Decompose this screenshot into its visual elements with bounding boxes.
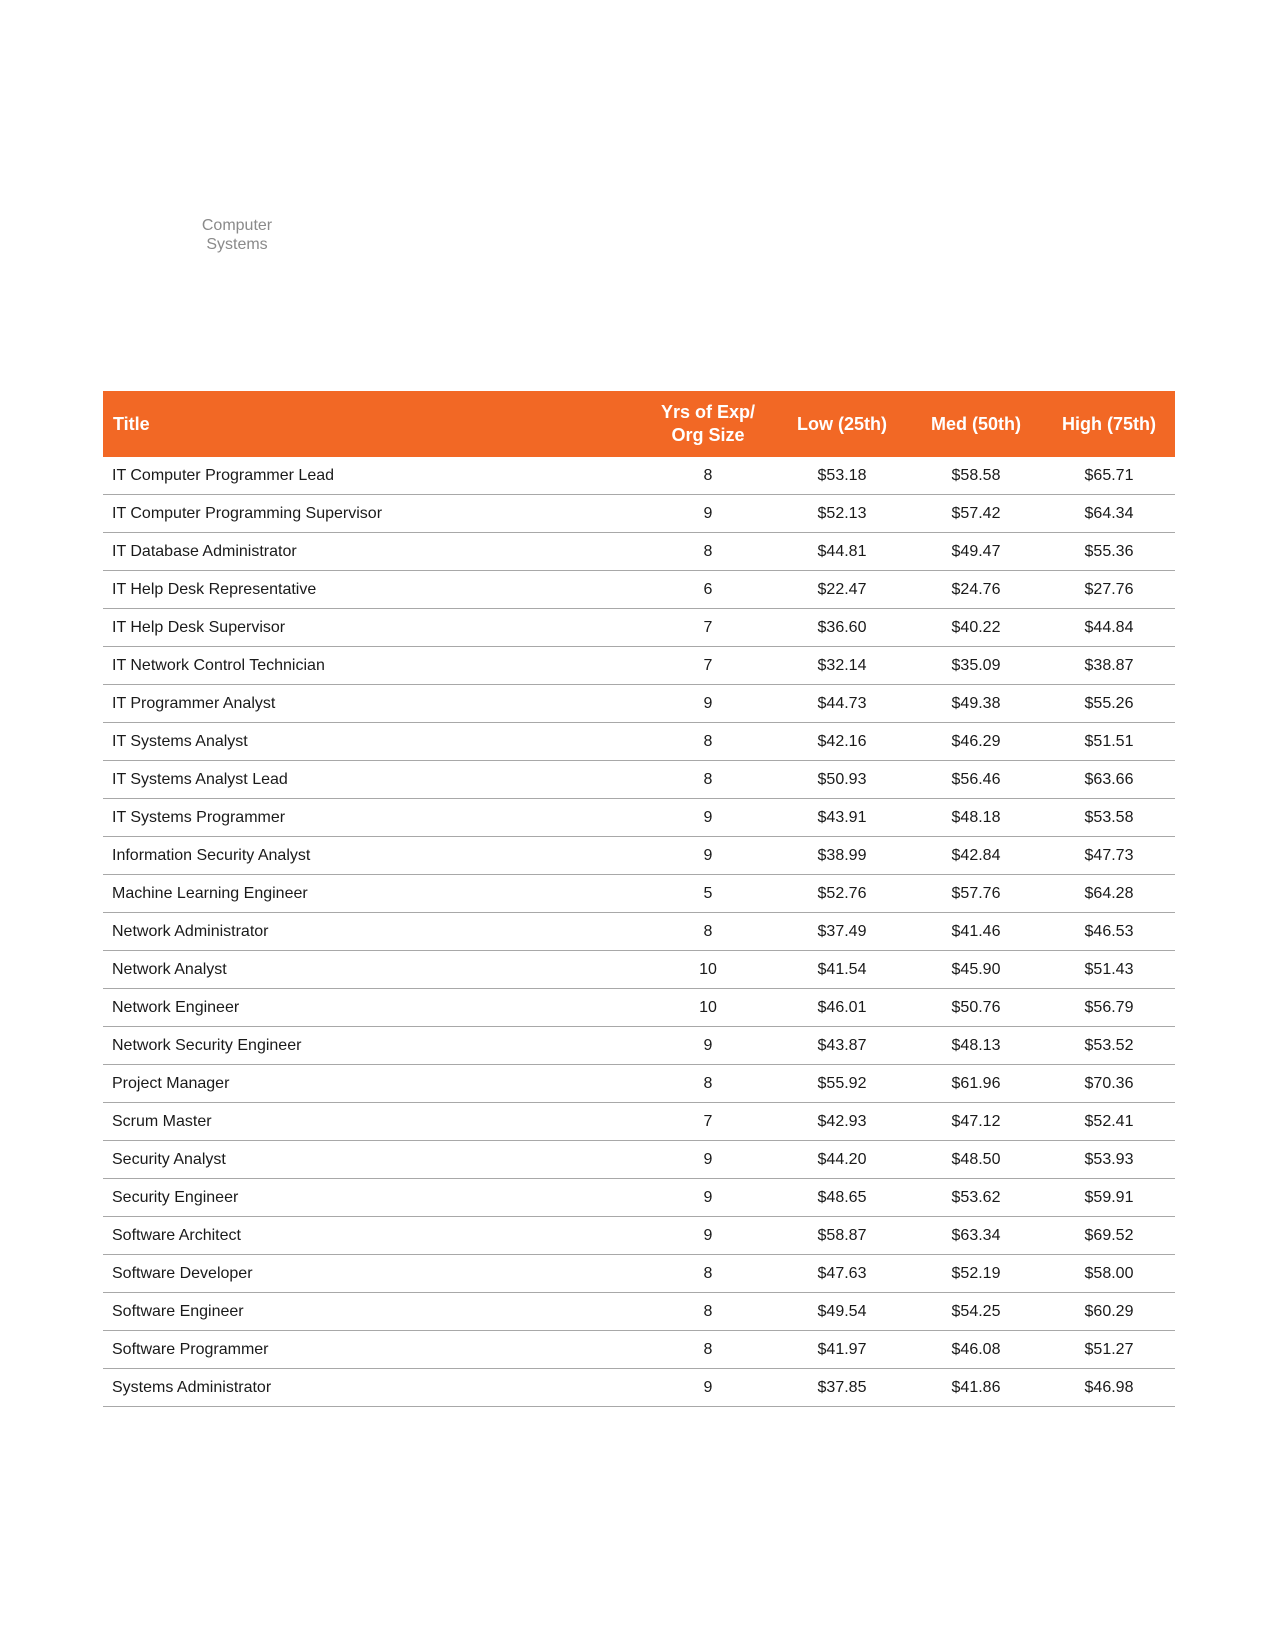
cell-title: Software Engineer xyxy=(103,1293,641,1331)
cell-title: Software Developer xyxy=(103,1255,641,1293)
cell-high: $55.26 xyxy=(1043,685,1175,723)
cell-high: $69.52 xyxy=(1043,1217,1175,1255)
cell-med: $24.76 xyxy=(909,571,1043,609)
table-row xyxy=(103,951,1175,989)
cell-med: $61.96 xyxy=(909,1065,1043,1103)
cell-med: $41.86 xyxy=(909,1369,1043,1407)
cell-med: $46.08 xyxy=(909,1331,1043,1369)
header-row xyxy=(103,391,1175,457)
cell-high: $56.79 xyxy=(1043,989,1175,1027)
cell-low: $46.01 xyxy=(775,989,909,1027)
table-row xyxy=(103,1255,1175,1293)
table-row xyxy=(103,457,1175,495)
table-row xyxy=(103,1065,1175,1103)
cell-experience: 8 xyxy=(641,1293,775,1331)
cell-low: $41.97 xyxy=(775,1331,909,1369)
table-row xyxy=(103,571,1175,609)
cell-low: $42.16 xyxy=(775,723,909,761)
cell-experience: 8 xyxy=(641,913,775,951)
cell-experience: 7 xyxy=(641,609,775,647)
header-experience-line2: Org Size xyxy=(671,425,745,445)
cell-med: $47.12 xyxy=(909,1103,1043,1141)
cell-med: $42.84 xyxy=(909,837,1043,875)
table-row xyxy=(103,761,1175,799)
table-body xyxy=(103,457,1175,1407)
header-title: Title xyxy=(103,391,641,457)
cell-title: Network Engineer xyxy=(103,989,641,1027)
cell-high: $53.93 xyxy=(1043,1141,1175,1179)
cell-high: $70.36 xyxy=(1043,1065,1175,1103)
cell-title: IT Network Control Technician xyxy=(103,647,641,685)
cell-high: $64.34 xyxy=(1043,495,1175,533)
cell-experience: 9 xyxy=(641,799,775,837)
cell-title: Systems Administrator xyxy=(103,1369,641,1407)
cell-title: IT Help Desk Representative xyxy=(103,571,641,609)
cell-experience: 8 xyxy=(641,1065,775,1103)
cell-title: Security Engineer xyxy=(103,1179,641,1217)
cell-low: $48.65 xyxy=(775,1179,909,1217)
cell-low: $36.60 xyxy=(775,609,909,647)
cell-med: $49.47 xyxy=(909,533,1043,571)
table-row xyxy=(103,875,1175,913)
cell-experience: 8 xyxy=(641,533,775,571)
cell-title: IT Systems Analyst Lead xyxy=(103,761,641,799)
cell-med: $41.46 xyxy=(909,913,1043,951)
table-row xyxy=(103,1369,1175,1407)
cell-high: $46.53 xyxy=(1043,913,1175,951)
cell-experience: 7 xyxy=(641,647,775,685)
cell-med: $45.90 xyxy=(909,951,1043,989)
cell-experience: 8 xyxy=(641,457,775,495)
cell-high: $63.66 xyxy=(1043,761,1175,799)
table-row xyxy=(103,1217,1175,1255)
cell-high: $59.91 xyxy=(1043,1179,1175,1217)
table-row xyxy=(103,1141,1175,1179)
cell-title: Machine Learning Engineer xyxy=(103,875,641,913)
cell-low: $55.92 xyxy=(775,1065,909,1103)
cell-title: Scrum Master xyxy=(103,1103,641,1141)
cell-high: $27.76 xyxy=(1043,571,1175,609)
cell-experience: 6 xyxy=(641,571,775,609)
table-row xyxy=(103,989,1175,1027)
cell-med: $63.34 xyxy=(909,1217,1043,1255)
cell-experience: 9 xyxy=(641,1369,775,1407)
section-label-line1: Computer xyxy=(201,217,273,234)
cell-low: $22.47 xyxy=(775,571,909,609)
cell-med: $48.50 xyxy=(909,1141,1043,1179)
cell-experience: 9 xyxy=(641,1027,775,1065)
salary-table xyxy=(103,391,1175,1407)
section-label-line2: Systems xyxy=(206,236,268,253)
cell-med: $57.42 xyxy=(909,495,1043,533)
header-experience-line1: Yrs of Exp/ xyxy=(660,402,756,422)
cell-low: $53.18 xyxy=(775,457,909,495)
cell-med: $58.58 xyxy=(909,457,1043,495)
cell-low: $52.13 xyxy=(775,495,909,533)
cell-high: $53.52 xyxy=(1043,1027,1175,1065)
cell-low: $58.87 xyxy=(775,1217,909,1255)
cell-high: $55.36 xyxy=(1043,533,1175,571)
cell-experience: 9 xyxy=(641,495,775,533)
cell-title: Software Programmer xyxy=(103,1331,641,1369)
cell-high: $47.73 xyxy=(1043,837,1175,875)
cell-low: $50.93 xyxy=(775,761,909,799)
cell-high: $60.29 xyxy=(1043,1293,1175,1331)
cell-med: $48.18 xyxy=(909,799,1043,837)
cell-experience: 9 xyxy=(641,837,775,875)
cell-low: $38.99 xyxy=(775,837,909,875)
cell-title: Information Security Analyst xyxy=(103,837,641,875)
cell-med: $35.09 xyxy=(909,647,1043,685)
cell-experience: 7 xyxy=(641,1103,775,1141)
table-row xyxy=(103,685,1175,723)
table-row xyxy=(103,723,1175,761)
cell-low: $52.76 xyxy=(775,875,909,913)
cell-title: IT Help Desk Supervisor xyxy=(103,609,641,647)
cell-title: Software Architect xyxy=(103,1217,641,1255)
cell-experience: 9 xyxy=(641,685,775,723)
table-row xyxy=(103,533,1175,571)
cell-experience: 9 xyxy=(641,1217,775,1255)
cell-experience: 8 xyxy=(641,1331,775,1369)
cell-low: $42.93 xyxy=(775,1103,909,1141)
table-row xyxy=(103,495,1175,533)
cell-med: $46.29 xyxy=(909,723,1043,761)
table-row xyxy=(103,799,1175,837)
cell-med: $57.76 xyxy=(909,875,1043,913)
cell-low: $44.73 xyxy=(775,685,909,723)
cell-title: Network Security Engineer xyxy=(103,1027,641,1065)
header-experience xyxy=(641,391,775,457)
cell-low: $37.85 xyxy=(775,1369,909,1407)
cell-low: $44.81 xyxy=(775,533,909,571)
cell-low: $37.49 xyxy=(775,913,909,951)
cell-high: $46.98 xyxy=(1043,1369,1175,1407)
cell-med: $48.13 xyxy=(909,1027,1043,1065)
cell-low: $47.63 xyxy=(775,1255,909,1293)
cell-med: $56.46 xyxy=(909,761,1043,799)
table-row xyxy=(103,609,1175,647)
cell-med: $52.19 xyxy=(909,1255,1043,1293)
cell-experience: 10 xyxy=(641,989,775,1027)
cell-low: $32.14 xyxy=(775,647,909,685)
cell-med: $49.38 xyxy=(909,685,1043,723)
cell-experience: 8 xyxy=(641,761,775,799)
cell-title: Security Analyst xyxy=(103,1141,641,1179)
header-med: Med (50th) xyxy=(909,391,1043,457)
cell-high: $65.71 xyxy=(1043,457,1175,495)
cell-low: $41.54 xyxy=(775,951,909,989)
cell-experience: 8 xyxy=(641,723,775,761)
cell-title: IT Programmer Analyst xyxy=(103,685,641,723)
table-row xyxy=(103,1027,1175,1065)
cell-low: $43.87 xyxy=(775,1027,909,1065)
cell-high: $51.27 xyxy=(1043,1331,1175,1369)
cell-high: $52.41 xyxy=(1043,1103,1175,1141)
table-row xyxy=(103,837,1175,875)
cell-med: $53.62 xyxy=(909,1179,1043,1217)
cell-experience: 9 xyxy=(641,1141,775,1179)
table-row xyxy=(103,647,1175,685)
cell-low: $44.20 xyxy=(775,1141,909,1179)
cell-high: $44.84 xyxy=(1043,609,1175,647)
cell-title: Network Administrator xyxy=(103,913,641,951)
table-row xyxy=(103,1331,1175,1369)
cell-title: Project Manager xyxy=(103,1065,641,1103)
cell-low: $49.54 xyxy=(775,1293,909,1331)
cell-high: $53.58 xyxy=(1043,799,1175,837)
cell-title: IT Database Administrator xyxy=(103,533,641,571)
cell-high: $51.43 xyxy=(1043,951,1175,989)
cell-title: IT Systems Analyst xyxy=(103,723,641,761)
cell-med: $40.22 xyxy=(909,609,1043,647)
cell-high: $58.00 xyxy=(1043,1255,1175,1293)
header-high: High (75th) xyxy=(1043,391,1175,457)
cell-high: $64.28 xyxy=(1043,875,1175,913)
cell-title: IT Computer Programmer Lead xyxy=(103,457,641,495)
header-low: Low (25th) xyxy=(775,391,909,457)
cell-low: $43.91 xyxy=(775,799,909,837)
cell-experience: 9 xyxy=(641,1179,775,1217)
cell-title: Network Analyst xyxy=(103,951,641,989)
cell-experience: 8 xyxy=(641,1255,775,1293)
cell-med: $50.76 xyxy=(909,989,1043,1027)
cell-high: $51.51 xyxy=(1043,723,1175,761)
cell-high: $38.87 xyxy=(1043,647,1175,685)
section-label xyxy=(180,216,294,254)
table-row xyxy=(103,1103,1175,1141)
table-row xyxy=(103,1179,1175,1217)
table-row xyxy=(103,913,1175,951)
table-header xyxy=(103,391,1175,457)
table-row xyxy=(103,1293,1175,1331)
cell-experience: 5 xyxy=(641,875,775,913)
cell-title: IT Computer Programming Supervisor xyxy=(103,495,641,533)
cell-experience: 10 xyxy=(641,951,775,989)
cell-med: $54.25 xyxy=(909,1293,1043,1331)
cell-title: IT Systems Programmer xyxy=(103,799,641,837)
